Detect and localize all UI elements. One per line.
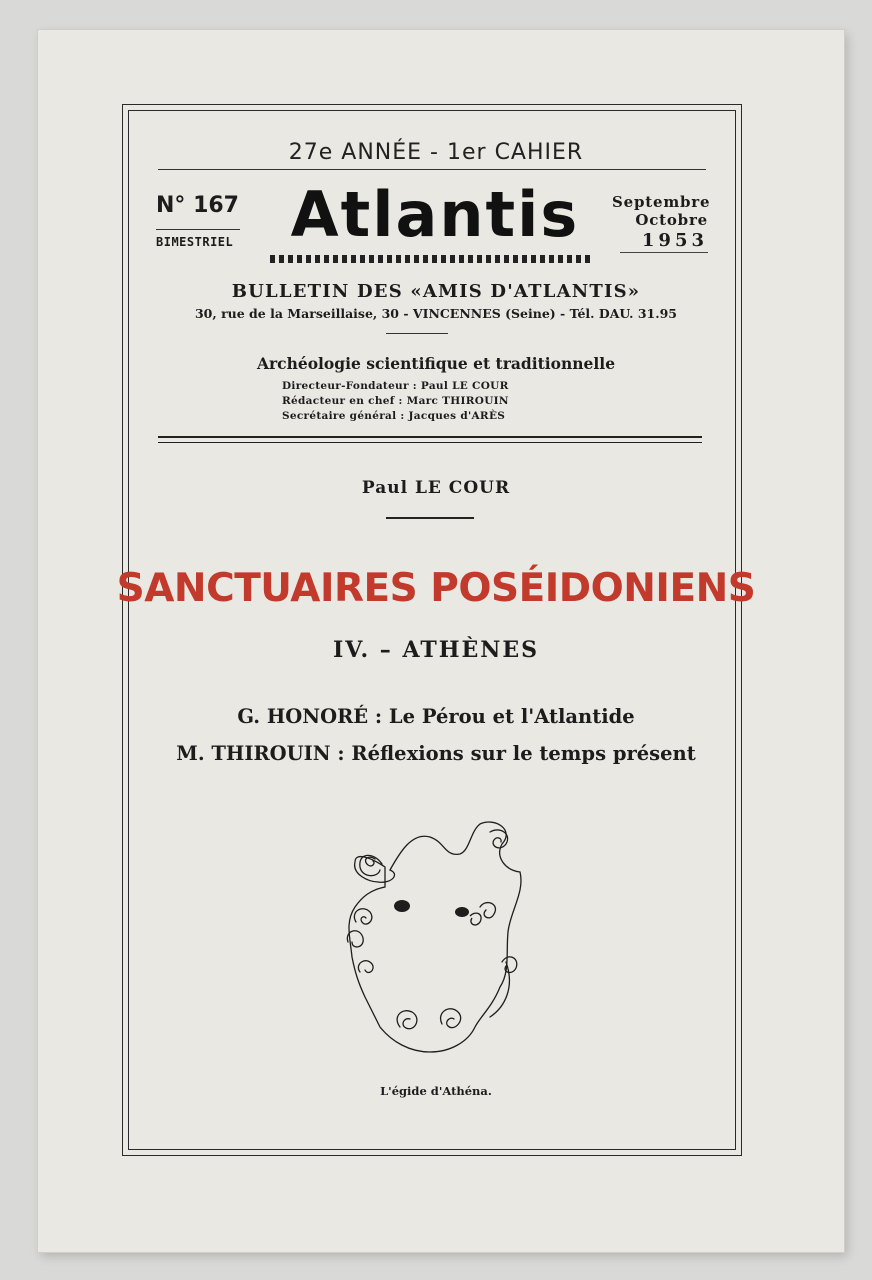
staff-secretary: Secrétaire général : Jacques d'ARÈS [282, 410, 506, 422]
author-rule [386, 517, 474, 519]
issue-year-line: 27e ANNÉE - 1er CAHIER [288, 140, 584, 165]
masthead-checker-band [270, 255, 592, 263]
feature-author: Paul LE COUR [361, 478, 511, 498]
issue-number-rule [156, 229, 240, 230]
bulletin-title: BULLETIN DES «AMIS D'ATLANTIS» [231, 281, 641, 302]
publisher-address: 30, rue de la Marseillaise, 30 - VINCENNES (Seine) - Tél. DAU. 31.95 [194, 306, 677, 321]
issue-year: 1953 [641, 230, 708, 251]
feature-title: SANCTUAIRES POSÉIDONIENS [116, 566, 756, 611]
aegis-illustration [330, 812, 530, 1072]
article-thirouin: M. THIROUIN : Réflexions sur le temps présent [176, 742, 696, 765]
feature-part: IV. – ATHÈNES [332, 637, 540, 663]
illustration-caption: L'égide d'Athéna. [380, 1084, 492, 1098]
issue-month-2: Octobre [635, 211, 708, 229]
article-honore: G. HONORÉ : Le Pérou et l'Atlantide [237, 705, 635, 728]
section-rule-thin [158, 442, 702, 443]
header-rule [158, 169, 706, 170]
issue-month-1: Septembre [612, 193, 711, 211]
address-rule [386, 333, 448, 334]
date-rule [620, 252, 708, 253]
section-rule-thick [158, 436, 702, 438]
staff-director: Directeur-Fondateur : Paul LE COUR [282, 380, 509, 392]
journal-subtitle: Archéologie scientifique et traditionnelle [256, 354, 616, 373]
masthead-title: Atlantis [290, 178, 580, 251]
issue-number: N° 167 [156, 193, 239, 218]
staff-editor: Rédacteur en chef : Marc THIROUIN [282, 395, 509, 407]
frequency-label: BIMESTRIEL [156, 235, 234, 249]
